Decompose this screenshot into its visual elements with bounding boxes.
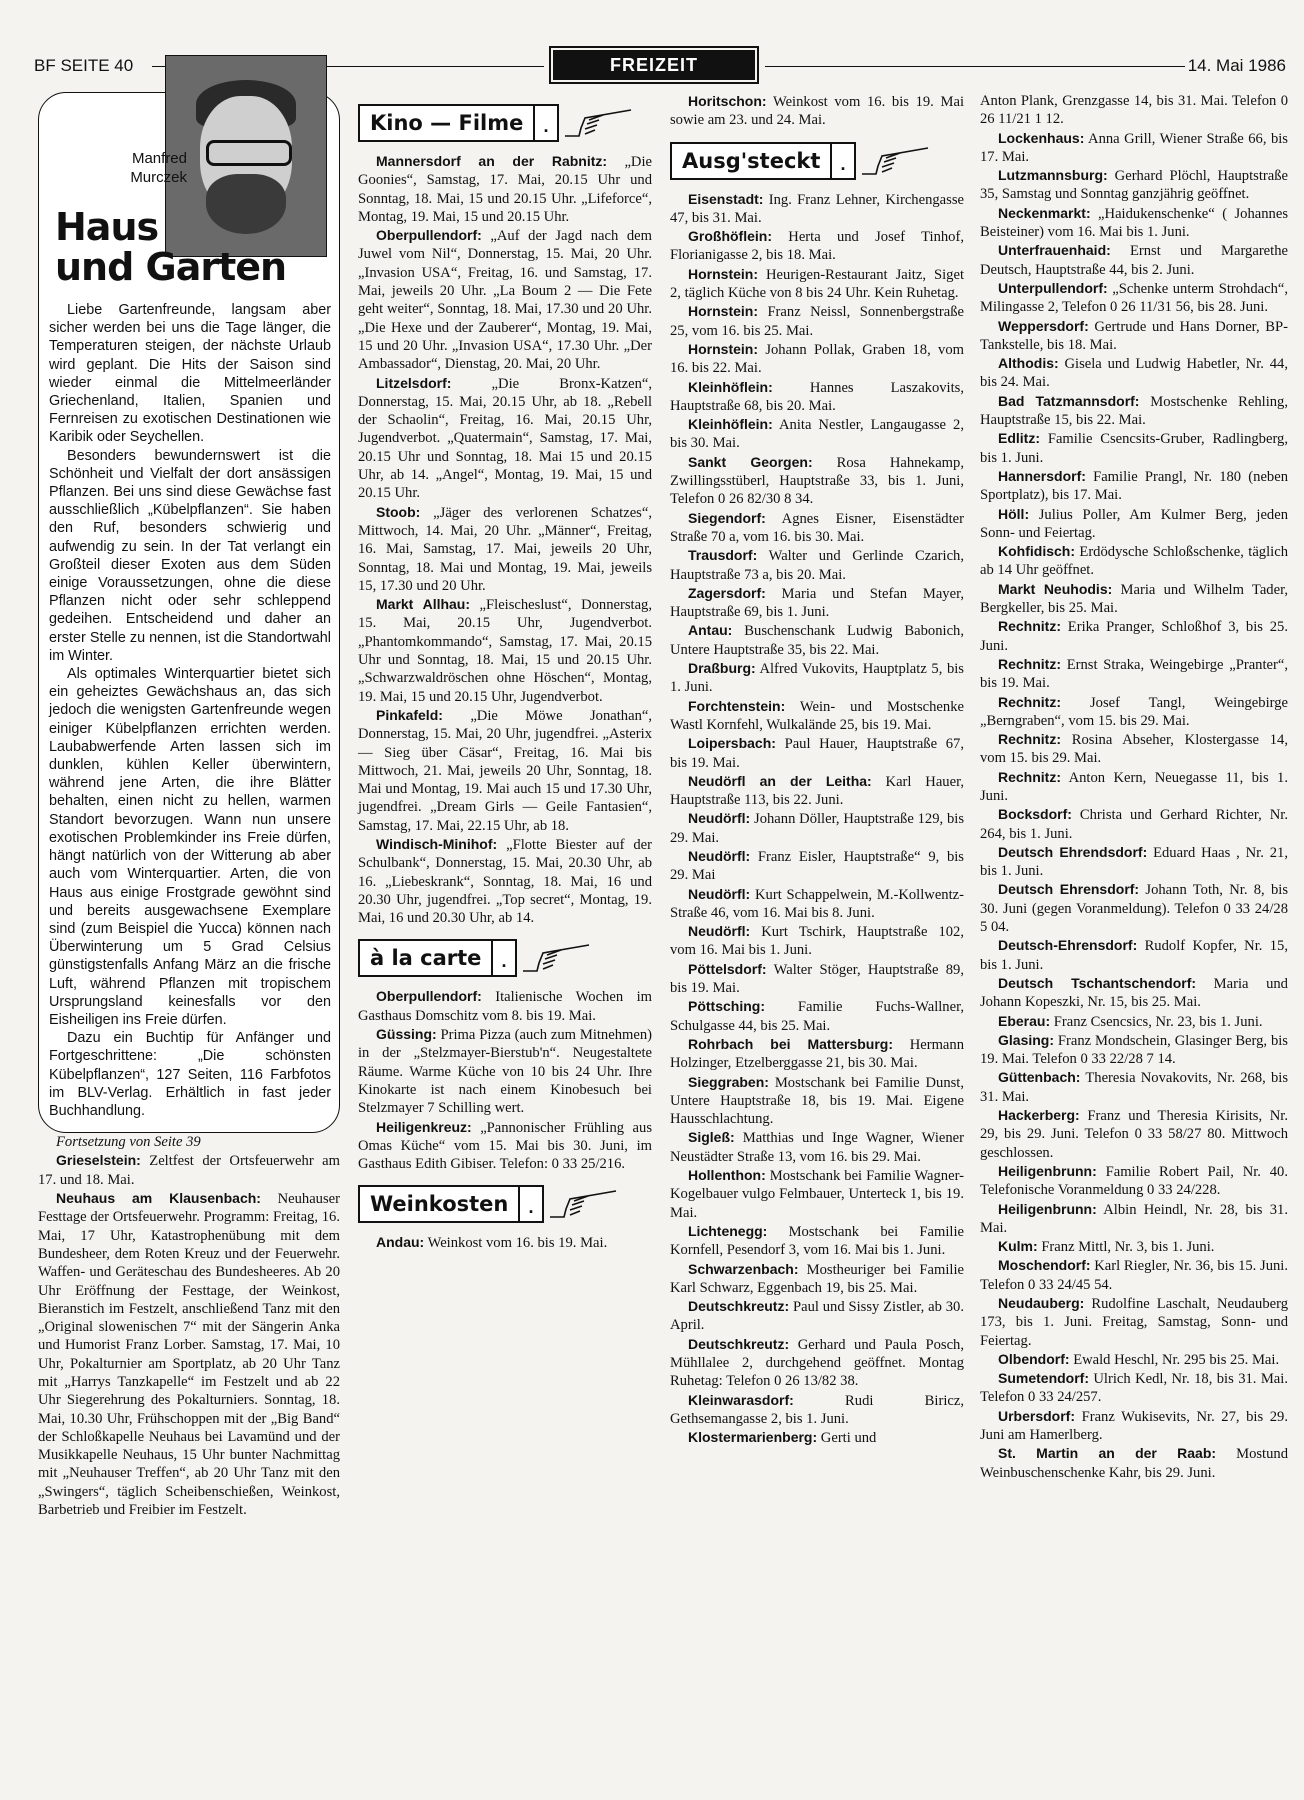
section-kino <box>358 104 652 142</box>
listing-place: Zagersdorf: <box>688 584 766 601</box>
listing-entry <box>358 152 652 226</box>
listing-text: Erdödysche Schloßschenke, täglich ab 14 Uhr geöffnet. <box>980 544 1288 579</box>
listing-place: Urbersdorf: <box>998 1407 1076 1424</box>
listing-text: Maria und Johann Kopeszki, Nr. 15, bis 25. Mai. <box>980 975 1288 1011</box>
listing-entry <box>670 960 964 998</box>
listing-text: Wein- und Mostschenke Wastl Kornfehl, Wulkalände 25, bis 19. Mai. <box>670 698 964 733</box>
listing-text: Franz Wukisevits, Nr. 27, bis 29. Juni am Hamerlberg. <box>980 1408 1288 1444</box>
article-paragraph: Dazu ein Buchtip für Anfänger und Fortgeschrittene: „Die schönsten Kübelpflanzen“, 127 Seiten, 116 Farbfotos im BLV-Verlag. Erhältlich in fast jeder Buchhandlung. <box>49 1030 331 1119</box>
listing-entry <box>38 1151 340 1189</box>
listing-entry <box>358 374 652 503</box>
listing-text: Buschenschank Ludwig Babonich, Untere Hauptstraße 35, bis 22. Mai. <box>670 623 964 658</box>
listing-entry <box>980 1200 1288 1238</box>
listing-text: Johann Toth, Nr. 8, bis 30. Juni (gegen Voranmeldung). Telefon 0 33 24/28 5 04. <box>980 882 1289 936</box>
listing-entry <box>980 92 1288 129</box>
listing-text: Herta und Josef Tinhof, Florianigasse 2, bis 18. Mai. <box>670 229 964 264</box>
listing-entry <box>670 1166 964 1222</box>
listing-entry <box>670 922 964 960</box>
listing-place: Rechnitz: <box>998 693 1061 710</box>
listing-entry <box>980 580 1288 618</box>
pointing-hand-icon <box>860 144 930 178</box>
listing-text: „Jäger des verlorenen Schatzes“, Mittwoch, 14. Mai, 20 Uhr. „Männer“, Freitag, 16. Mai, Samstag, 17. Mai, jeweils 20 Uhr, Sonntag, 18. Mai und Montag, 19. Mai, jeweils 15, 17.30 und 20 Uhr. <box>358 504 652 594</box>
pointing-hand-icon <box>563 106 633 140</box>
listing-text: Anna Grill, Wiener Straße 66, bis 17. Mai. <box>980 130 1288 165</box>
listing-entry <box>980 1256 1288 1294</box>
ausgsteckt-list <box>670 190 964 1448</box>
listing-text: Italienische Wochen im Gasthaus Domschitz vom 8. bis 19. Mai. <box>358 989 652 1024</box>
listing-place: Neudauberg: <box>998 1295 1085 1311</box>
listing-text: Franz Csencsics, Nr. 23, bis 1. Juni. <box>1050 1013 1263 1030</box>
listing-entry <box>670 1260 964 1298</box>
listing-entry <box>980 1106 1288 1162</box>
listing-text: Kurt Schappelwein, M.-Kollwentz-Straße 46, vom 16. Mai bis 8. Juni. <box>670 886 964 921</box>
listing-place: Schwarzenbach: <box>688 1260 799 1277</box>
listing-place: Rechnitz: <box>998 768 1061 785</box>
listing-text: Gerhard Plöchl, Hauptstraße 35, Samstag und Sonntag ganzjährig geöffnet. <box>980 168 1288 203</box>
listing-entry <box>980 505 1288 543</box>
listing-place: Lutzmannsburg: <box>998 167 1108 184</box>
section-title: Ausg'steckt <box>670 142 832 180</box>
listing-place: Sigleß: <box>688 1129 735 1146</box>
listing-place: Heiligenbrunn: <box>998 1162 1097 1179</box>
listing-place: Eberau: <box>998 1012 1051 1029</box>
listing-entry <box>980 1031 1288 1069</box>
listing-text: „Flotte Biester auf der Schulbank“, Donnerstag, 15. Mai, 20.30 Uhr, ab 16. „Liebeskrank“, Sonntag, 18. Mai, 16 und 20.30 Uhr, jugendfrei. „Top secret“, Montag, 19. Mai, 16 und 20.30 Uhr, ab 14. <box>358 836 652 927</box>
listing-text: Karl Riegler, Nr. 36, bis 15. Juni. Telefon 0 33 24/45 54. <box>980 1258 1288 1293</box>
listing-place: Hollenthon: <box>688 1167 766 1184</box>
listing-place: Güssing: <box>376 1026 437 1043</box>
column-3 <box>670 92 964 1447</box>
listing-text: Zeltfest der Ortsfeuerwehr am 17. und 18. Mai. <box>38 1153 340 1188</box>
listing-entry <box>980 768 1288 806</box>
listing-place: Windisch-Minihof: <box>376 835 498 852</box>
listing-place: Moschendorf: <box>998 1257 1091 1274</box>
listing-text: Familie Prangl, Nr. 180 (neben Sportplatz), bis 17. Mai. <box>980 468 1288 504</box>
kino-list <box>358 152 652 927</box>
listing-text: „Die Bronx-Katzen“, Donnerstag, 15. Mai, 20.15 Uhr, ab 18. „Rebell der Schaolin“, Freitag, 16. Mai, 20.15 Uhr, Jugendverbot. „Quatermain“, Samstag, 17. Mai, 20.15 Uhr und Sonntag, 18. Mai 15 und 20.15 Uhr, ab 14. „Angel“, Montag, 19. Mai, 15 und 20.15 Uhr. <box>358 375 652 502</box>
continuation-list <box>38 1151 340 1519</box>
listing-entry <box>670 190 964 228</box>
listing-place: Unterpullendorf: <box>998 279 1108 296</box>
article-body <box>49 301 331 1120</box>
listing-text: Hannes Laszakovits, Hauptstraße 68, bis 20. Mai. <box>670 379 964 414</box>
listing-text: Paul und Sissy Zistler, ab 30. April. <box>670 1299 964 1334</box>
listing-place: Stoob: <box>376 503 421 520</box>
listing-text: Matthias und Inge Wagner, Wiener Neustädter Straße 13, vom 16. bis 29. Mai. <box>670 1130 964 1165</box>
listing-place: Höll: <box>998 505 1030 522</box>
listing-text: „Die Goonies“, Samstag, 17. Mai, 20.15 Uhr und Sonntag, 18. Mai, 15 und 20.15 Uhr. „Lifeforce“, Montag, 19. Mai, 15 und 20.15 Uhr. <box>358 154 652 225</box>
carte-list <box>358 987 652 1173</box>
listing-entry <box>980 1068 1288 1106</box>
issue-date: 14. Mai 1986 <box>1187 56 1286 75</box>
listing-text: Franz Mittl, Nr. 3, bis 1. Juni. <box>1037 1239 1215 1256</box>
article-paragraph: Besonders bewundernswert ist die Schönheit und Vielfalt der dort ansässigen Pflanzen. Bei uns sind diese Gewächse fast ausschließlich „Kübelpflanzen“. Sie haben den Ruf, besonders schwierig und aufwendig zu sein. In der Tat verlangt ein Großteil dieser Exoten aus dem Süden einige Voraussetzungen, ohne die diese Pflanzen nicht oder sehr schleppend gedeihen. Entscheidend und daher an erster Stelle zu nennen, ist die Standortwahl im Winter. <box>49 447 331 664</box>
listing-entry <box>670 697 964 735</box>
listing-place: Neudörfl an der Leitha: <box>688 772 872 789</box>
listing-place: Rechnitz: <box>998 618 1061 635</box>
section-label: FREIZEIT <box>553 50 755 80</box>
listing-place: Antau: <box>688 622 733 639</box>
listing-place: Althodis: <box>998 355 1059 372</box>
listing-entry <box>358 503 652 595</box>
listing-text: Walter Stöger, Hauptstraße 89, bis 19. Mai. <box>670 961 964 997</box>
listing-place: Horitschon: <box>688 93 767 109</box>
listing-place: Forchtenstein: <box>688 697 786 714</box>
listing-text: Mostheuriger bei Familie Karl Schwarz, Eggenbach 19, bis 25. Mai. <box>670 1261 964 1296</box>
listing-text: Mostschank bei Familie Kornfell, Pesendorf 3, vom 16. Mai bis 1. Juni. <box>670 1223 964 1259</box>
listing-entry <box>980 843 1288 881</box>
listing-place: Hornstein: <box>688 303 758 320</box>
listing-entry <box>670 584 964 622</box>
listing-entry <box>358 226 652 373</box>
listing-entry <box>670 509 964 547</box>
listing-text: Mostschank bei Familie Wagner-Kogelbauer vulgo Felmbauer, Unterteck 1, bis 19. Mai. <box>670 1168 964 1221</box>
listing-place: Edlitz: <box>998 430 1040 447</box>
listing-text: „Auf der Jagd nach dem Juwel vom Nil“, Donnerstag, 15. Mai, 20 Uhr. „Invasion USA“, Freitag, 16. und Samstag, 17. Mai, jeweils 20 Uhr. „La Boum 2 — Die Fete geht weiter“, Sonntag, 18. Mai, 17.30 und 20 Uhr. „Die Hexe und der Zauberer“, Montag, 19. Mai, 15 und 20 Uhr. „Invasion USA“, 17.30 Uhr. „Der Ambassador“, Dienstag, 20. Mai, 20 Uhr. <box>358 228 652 373</box>
listing-entry <box>980 617 1288 655</box>
listing-text: „Fleischeslust“, Donnerstag, 15. Mai, 20.15 Uhr, Jugendverbot. „Phantomkommando“, Samstag, 17. Mai, 20.15 Uhr und Sonntag, 18. Mai, 15 und 20.15 Uhr. „Schwarzwaldröschen ohne Höschen“, Montag, 19. Mai, 15 und 20.15 Uhr, Jugendverbot. <box>358 597 652 705</box>
listing-text: Gertrude und Hans Dorner, BP-Tankstelle, bis 18. Mai. <box>980 318 1288 353</box>
listing-entry <box>980 1012 1288 1031</box>
listing-place: Deutsch Tschantschendorf: <box>998 974 1197 991</box>
listing-entry <box>670 1391 964 1429</box>
listing-entry <box>980 279 1288 317</box>
listing-text: Franz Neissl, Sonnenbergstraße 25, vom 16. bis 25. Mai. <box>670 304 964 339</box>
listing-entry <box>670 340 964 378</box>
listing-text: „Haidukenschenke“ ( Johannes Beisteiner) vom 16. Mai bis 1. Juni. <box>980 205 1288 241</box>
listing-place: Rohrbach bei Mattersburg: <box>688 1035 893 1052</box>
listing-place: Pöttsching: <box>688 998 765 1015</box>
article-paragraph: Als optimales Winterquartier bietet sich ein geheiztes Gewächshaus an, das sich jedoch die wenigsten Gartenfreunde wegen einiger Kübelpflanzen errichten werden. Laubabwerfende Arten lassen sich im dunklen, kühlen Keller überwintern, während jene Arten, die ihre Blätter behalten, einen nicht zu hellen, warmen Standort bevorzugen. Wann nun unsere exotischen Problemkinder ins Freie dürfen, hängt natürlich von der Witterung ab aber auch vom Winterquartier. Arten, die von Haus aus einige Frostgrade gewöhnt sind und bereits ausgewachsene Exemplare sind (zum Beispiel die Yucca) können nach Überwinterung um 5 Grad Celsius günstigstenfalls Anfang März an die frische Luft, während Pflanzen mit tropischem Ursprungsland keinesfalls vor den Eisheiligen ins Freie dürfen. <box>49 666 331 1028</box>
listing-place: Kleinhöflein: <box>688 416 773 433</box>
listing-place: St. Martin an der Raab: <box>998 1445 1217 1462</box>
listing-text: Agnes Eisner, Eisenstädter Straße 70 a, vom 16. bis 30. Mai. <box>670 510 964 545</box>
listing-entry <box>358 706 652 835</box>
listing-entry <box>358 595 652 706</box>
listing-text: Rosa Hahnekamp, Zwillingsstüberl, Hauptstraße 33, bis 1. Juni, Telefon 0 26 82/30 8 34. <box>670 454 964 508</box>
listing-text: Franz und Theresia Kirisits, Nr. 29, bis 29. Juni. Telefon 0 33 58/27 80. Mittwoch geschlossen. <box>980 1108 1288 1161</box>
listing-place: Bocksdorf: <box>998 806 1072 823</box>
listing-place: Markt Allhau: <box>376 596 471 613</box>
listing-place: Weppersdorf: <box>998 317 1089 334</box>
section-title: Weinkosten <box>358 1185 520 1223</box>
listing-place: Kohfidisch: <box>998 543 1075 560</box>
listing-text: „Schenke unterm Strohdach“, Milingasse 2, Telefon 0 26 11/31 56, bis 28. Juni. <box>980 280 1288 316</box>
listing-entry <box>980 166 1288 204</box>
column-1 <box>38 92 340 1519</box>
listing-text: Karl Hauer, Hauptstraße 113, bis 22. Juni. <box>670 773 965 809</box>
listing-entry <box>980 241 1288 279</box>
listing-place: Oberpullendorf: <box>376 988 482 1005</box>
listing-entry <box>980 429 1288 467</box>
section-ausgsteckt <box>670 142 964 180</box>
section-dot-box: . <box>535 104 559 142</box>
listing-place: Litzelsdorf: <box>376 374 452 391</box>
listing-entry <box>670 1297 964 1335</box>
listing-place: Neudörfl: <box>688 810 751 827</box>
listing-text: Eduard Haas , Nr. 21, bis 1. Juni. <box>980 844 1288 880</box>
listing-place: Rechnitz: <box>998 655 1061 672</box>
listing-place: Loipersbach: <box>688 735 776 752</box>
listing-entry <box>980 354 1288 392</box>
listing-text: Weinkost vom 16. bis 19. Mai. <box>424 1235 608 1252</box>
listing-entry <box>980 1369 1288 1407</box>
garden-column-box <box>38 92 340 1133</box>
listing-text: Christa und Gerhard Richter, Nr. 264, bis 1. Juni. <box>980 807 1288 842</box>
listing-place: Rechnitz: <box>998 731 1061 748</box>
listing-text: Familie Csencsits-Gruber, Radlingberg, bis 1. Juni. <box>980 431 1288 466</box>
listing-place: Deutsch Ehrendsdorf: <box>998 843 1148 860</box>
listing-entry <box>670 885 964 923</box>
listing-entry <box>670 546 964 584</box>
listing-place: Güttenbach: <box>998 1069 1081 1086</box>
listing-entry <box>670 1428 964 1447</box>
listing-place: Oberpullendorf: <box>376 227 482 244</box>
listing-place: Deutsch Ehrensdorf: <box>998 881 1140 898</box>
listing-entry <box>358 1233 652 1252</box>
listing-entry <box>670 1073 964 1129</box>
listing-entry <box>980 805 1288 843</box>
listing-place: Kleinwarasdorf: <box>688 1391 794 1408</box>
listing-entry <box>358 1118 652 1174</box>
listing-text: Josef Tangl, Weingebirge „Berngraben“, vom 15. bis 29. Mai. <box>980 694 1288 729</box>
listing-text: Franz Eisler, Hauptstraße“ 9, bis 29. Mai <box>670 848 964 884</box>
column-4 <box>980 92 1288 1482</box>
author-name: Manfred Murczek <box>130 150 187 186</box>
listing-text: Johann Pollak, Graben 18, vom 16. bis 22. Mai. <box>670 341 964 377</box>
section-carte <box>358 939 652 977</box>
listing-place: Draßburg: <box>688 660 756 677</box>
listing-place: Neudörfl: <box>688 847 751 864</box>
listing-entry <box>980 129 1288 167</box>
listing-entry <box>980 655 1288 693</box>
listing-place: Glasing: <box>998 1031 1055 1048</box>
listing-entry <box>980 936 1288 974</box>
listing-entry <box>980 1294 1288 1350</box>
listing-place: Grieselstein: <box>56 1152 141 1169</box>
listing-entry <box>980 1350 1288 1369</box>
listing-entry <box>670 1335 964 1391</box>
listing-entry <box>670 621 964 659</box>
listing-text: Rosina Abseher, Klostergasse 14, vom 15. bis 29. Mai. <box>980 732 1288 767</box>
listing-entry <box>670 734 964 772</box>
listing-text: Theresia Novakovits, Nr. 268, bis 31. Mai. <box>980 1070 1288 1105</box>
listing-place: Kleinhöflein: <box>688 378 773 395</box>
listing-entry <box>980 880 1288 936</box>
listing-entry <box>670 659 964 697</box>
listing-place: Andau: <box>376 1234 425 1251</box>
listing-place: Neuhaus am Klausenbach: <box>56 1190 261 1207</box>
listing-text: Ulrich Kedl, Nr. 18, bis 31. Mai. Telefon 0 33 24/257. <box>980 1371 1288 1406</box>
listing-text: Gisela und Ludwig Habetler, Nr. 44, bis 24. Mai. <box>980 356 1288 391</box>
listing-place: Pöttelsdorf: <box>688 960 767 977</box>
listing-text: Ernst und Margarethe Deutsch, Hauptstraße 44, bis 2. Juni. <box>980 243 1288 278</box>
listing-entry <box>980 392 1288 430</box>
listing-entry <box>670 453 964 509</box>
listing-entry <box>670 1128 964 1166</box>
listing-place: Heiligenbrunn: <box>998 1200 1097 1217</box>
listing-text: Mostund Weinbuschenschenke Kahr, bis 29. Juni. <box>980 1446 1289 1481</box>
listing-text: Albin Heindl, Nr. 28, bis 31. Mai. <box>980 1201 1288 1236</box>
listing-text: Johann Döller, Hauptstraße 129, bis 29. Mai. <box>670 811 964 846</box>
column-2 <box>358 92 652 1253</box>
listing-entry <box>980 1444 1288 1482</box>
listing-text: Mostschank bei Familie Dunst, Untere Hauptstraße 18, bis 19. Mai. Eigene Hausschlachtung. <box>670 1074 964 1128</box>
listing-place: Deutschkreutz: <box>688 1298 790 1315</box>
listing-text: Paul Hauer, Hauptstraße 67, bis 19. Mai. <box>670 736 964 771</box>
listing-place: Lichtenegg: <box>688 1222 768 1239</box>
listing-entry <box>670 227 964 265</box>
listing-text: Prima Pizza (auch zum Mitnehmen) in der „Stelzmayer-Bierstub'n“. Neugestaltete Räume. Warme Küche von 10 bis 24 Uhr. Ihre Kinokarte ist nach einem Kinobesuch bei Stelzmayer 7 Schilling wert. <box>358 1027 652 1117</box>
pointing-hand-icon <box>521 941 591 975</box>
listing-entry <box>358 1025 652 1117</box>
pointing-hand-icon <box>548 1187 618 1221</box>
listing-text: Julius Poller, Am Kulmer Berg, jeden Sonn- und Feiertag. <box>980 506 1288 541</box>
listing-place: Sumetendorf: <box>998 1370 1089 1387</box>
listing-place: Eisenstadt: <box>688 190 764 207</box>
listing-text: Weinkost vom 16. bis 19. Mai sowie am 23. und 24. Mai. <box>670 94 964 129</box>
listing-text: Franz Mondschein, Glasinger Berg, bis 19. Mai. Telefon 0 33 22/28 7 14. <box>980 1032 1288 1068</box>
listing-text: Familie Fuchs-Wallner, Schulgasse 44, bis 25. Mai. <box>670 999 964 1034</box>
listing-place: Sankt Georgen: <box>688 453 813 470</box>
ausgsteckt-list-cont <box>980 92 1288 1482</box>
listing-entry <box>358 835 652 927</box>
listing-entry <box>980 1237 1288 1256</box>
page-number: BF SEITE 40 <box>34 56 134 75</box>
listing-text: Ernst Straka, Weingebirge „Pranter“, bis 19. Mai. <box>980 656 1288 692</box>
listing-text: Kurt Tschirk, Hauptstraße 102, vom 16. Mai bis 1. Juni. <box>670 924 964 959</box>
section-dot-box: . <box>832 142 856 180</box>
listing-place: Großhöflein: <box>688 228 772 245</box>
listing-text: Alfred Vukovits, Hauptplatz 5, bis 1. Juni. <box>670 661 964 696</box>
listing-entry <box>670 378 964 416</box>
listing-entry <box>980 204 1288 242</box>
listing-text: Ewald Heschl, Nr. 295 bis 25. Mai. <box>1069 1351 1280 1368</box>
listing-entry <box>358 987 652 1025</box>
listing-place: Neudörfl: <box>688 885 751 902</box>
listing-text: Anton Plank, Grenzgasse 14, bis 31. Mai. Telefon 0 26 11/21 1 12. <box>980 93 1288 128</box>
listing-entry <box>980 693 1288 731</box>
listing-place: Sieggraben: <box>688 1073 769 1090</box>
listing-text: „Pannonischer Frühling aus Omas Küche“ vom 15. Mai bis 30. Juni, im Gasthaus Edith Gibiser. Telefon: 0 33 25/216. <box>358 1119 652 1173</box>
listing-entry <box>670 809 964 847</box>
listing-text: Anton Kern, Neuegasse 11, bis 1. Juni. <box>980 769 1288 804</box>
listing-place: Markt Neuhodis: <box>998 580 1113 597</box>
listing-entry <box>980 1407 1288 1445</box>
listing-entry <box>980 467 1288 505</box>
article-paragraph: Liebe Gartenfreunde, langsam aber sicher werden bei uns die Tage länger, die Temperaturen steigen, der nächste Urlaub wird geplant. Die Hits der Saison sind wieder einmal die Mittelmeerländer Griechenland, Italien, Spanien und Fernreisen zu exotischen Destinationen wie Karibik oder Seychellen. <box>49 302 331 446</box>
listing-entry <box>670 265 964 303</box>
header-rule-right <box>765 66 1185 67</box>
listing-text: Heurigen-Restaurant Jaitz, Siget 2, täglich Küche von 8 bis 24 Uhr. Kein Ruhetag. <box>670 266 964 302</box>
listing-place: Trausdorf: <box>688 547 758 564</box>
listing-text: Gerhard und Paula Posch, Mühllalee 2, durchgehend geöffnet. Montag Ruhetag: Telefon 0 26 13/82 38. <box>670 1336 964 1390</box>
listing-entry <box>670 997 964 1035</box>
column-title: Haus und Garten <box>55 205 287 289</box>
listing-place: Hornstein: <box>688 340 758 357</box>
section-title: Kino — Filme <box>358 104 535 142</box>
listing-text: Anita Nestler, Langaugasse 2, bis 30. Mai. <box>670 417 964 452</box>
listing-place: Unterfrauenhaid: <box>998 242 1111 259</box>
listing-place: Neudörfl: <box>688 923 751 940</box>
listing-text: Mostschenke Rehling, Hauptstraße 15, bis 22. Mai. <box>980 393 1288 429</box>
listing-entry <box>670 847 964 885</box>
listing-entry <box>670 1035 964 1073</box>
weinkosten-list <box>358 1233 652 1252</box>
listing-text: Walter und Gerlinde Czarich, Hauptstraße 73 a, bis 20. Mai. <box>670 548 964 583</box>
listing-place: Mannersdorf an der Rabnitz: <box>376 153 608 169</box>
listing-place: Bad Tatzmannsdorf: <box>998 392 1140 409</box>
section-weinkosten <box>358 1185 652 1223</box>
listing-text: Maria und Stefan Mayer, Hauptstraße 69, bis 1. Juni. <box>670 585 964 621</box>
listing-entry <box>670 415 964 453</box>
section-title: à la carte <box>358 939 493 977</box>
listing-place: Hornstein: <box>688 265 758 282</box>
listing-entry <box>38 1189 340 1519</box>
listing-entry <box>980 730 1288 768</box>
listing-text: Neuhauser Festtage der Ortsfeuerwehr. Programm: Freitag, 16. Mai, 17 Uhr, Katastrophenübung mit dem Bundesheer, dem Roten Kreuz und der Feuerwehr. Waffen- und Geräteschau des Bundesheeres. Ab 20 Uhr Eröffnung der Festtage, der Weinkost, Bieranstich im Festzelt, anschließend Tanz mit den „Original slowenischen 7“ mit der Sängerin Anka und Humorist Franz Lorber. Samstag, 17. Mai, 10 Uhr, Pokalturnier am Sportplatz, ab 20 Uhr Tanz mit „Harrys Tanzkapelle“ im Festzelt und ab 22 Uhr Siegerehrung des Pokalturniers. Sonntag, 18. Mai, 10.30 Uhr, Frühschoppen mit der „Big Band“ der Schloßkapelle Neuhaus bei Lavamünd und der Musikkapelle Neuhaus, 15 Uhr bunter Nachmittag mit „Neuhauser Treffen“, ab 20 Uhr Tanz mit den „Swingers“, täglich Scheibenschießen, Weinkost, Barbetrieb und Freibier im Festzelt. <box>38 1191 340 1519</box>
listing-text: Hermann Holzinger, Etzelberggasse 21, bis 30. Mai. <box>670 1036 964 1072</box>
listing-text: Erika Pranger, Schloßhof 3, bis 25. Juni. <box>980 619 1288 654</box>
listing-place: Lockenhaus: <box>998 129 1085 146</box>
listing-place: Pinkafeld: <box>376 706 443 723</box>
listing-place: Deutschkreutz: <box>688 1335 790 1352</box>
listing-place: Klostermarienberg: <box>688 1429 818 1446</box>
listing-place: Hackerberg: <box>998 1107 1080 1124</box>
listing-place: Neckenmarkt: <box>998 204 1091 221</box>
listing-entry <box>980 317 1288 355</box>
section-dot-box: . <box>520 1185 544 1223</box>
listing-place: Olbendorf: <box>998 1350 1070 1367</box>
listing-text: Ing. Franz Lehner, Kirchengasse 47, bis 31. Mai. <box>670 191 964 226</box>
listing-text: „Die Möwe Jonathan“, Donnerstag, 15. Mai, 20 Uhr, jugendfrei. „Asterix — Sieg über Cäsar“, Freitag, 16. Mai bis Mittwoch, 21. Mai, jeweils 20 Uhr, Sonntag, 18. Mai und Montag, 19. Mai auch 15 und 17.30 Uhr, jugendfrei. „Dream Girls — Geile Fantasien“, Samstag, 17. Mai, 22.15 Uhr, ab 18. <box>358 707 652 834</box>
listing-entry <box>980 542 1288 580</box>
listing-entry <box>670 772 964 810</box>
listing-text: Maria und Wilhelm Tader, Bergkeller, bis 25. Mai. <box>980 581 1288 617</box>
weinkosten-list-cont <box>670 92 964 130</box>
listing-text: Rudi Biricz, Gethsemangasse 2, bis 1. Juni. <box>670 1392 964 1427</box>
continuation-label: Fortsetzung von Seite 39 <box>56 1134 201 1151</box>
listing-place: Deutsch-Ehrensdorf: <box>998 937 1138 954</box>
listing-entry <box>670 1222 964 1260</box>
listing-entry <box>980 1162 1288 1200</box>
listing-place: Kulm: <box>998 1238 1038 1255</box>
listing-entry <box>670 92 964 130</box>
listing-entry <box>980 974 1288 1012</box>
listing-place: Heiligenkreuz: <box>376 1118 472 1135</box>
listing-text: Familie Robert Pail, Nr. 40. Telefonische Voranmeldung 0 33 24/228. <box>980 1163 1288 1199</box>
listing-text: Rudolfine Laschalt, Neudauberg 173, bis 1. Juni. Freitag, Samstag, Sonn- und Feiertag. <box>980 1296 1288 1349</box>
listing-text: Gerti und <box>817 1430 877 1447</box>
listing-entry <box>670 302 964 340</box>
section-dot-box: . <box>493 939 517 977</box>
listing-place: Hannersdorf: <box>998 467 1086 484</box>
listing-place: Siegendorf: <box>688 509 766 526</box>
listing-text: Rudolf Kopfer, Nr. 15, bis 1. Juni. <box>980 938 1288 973</box>
